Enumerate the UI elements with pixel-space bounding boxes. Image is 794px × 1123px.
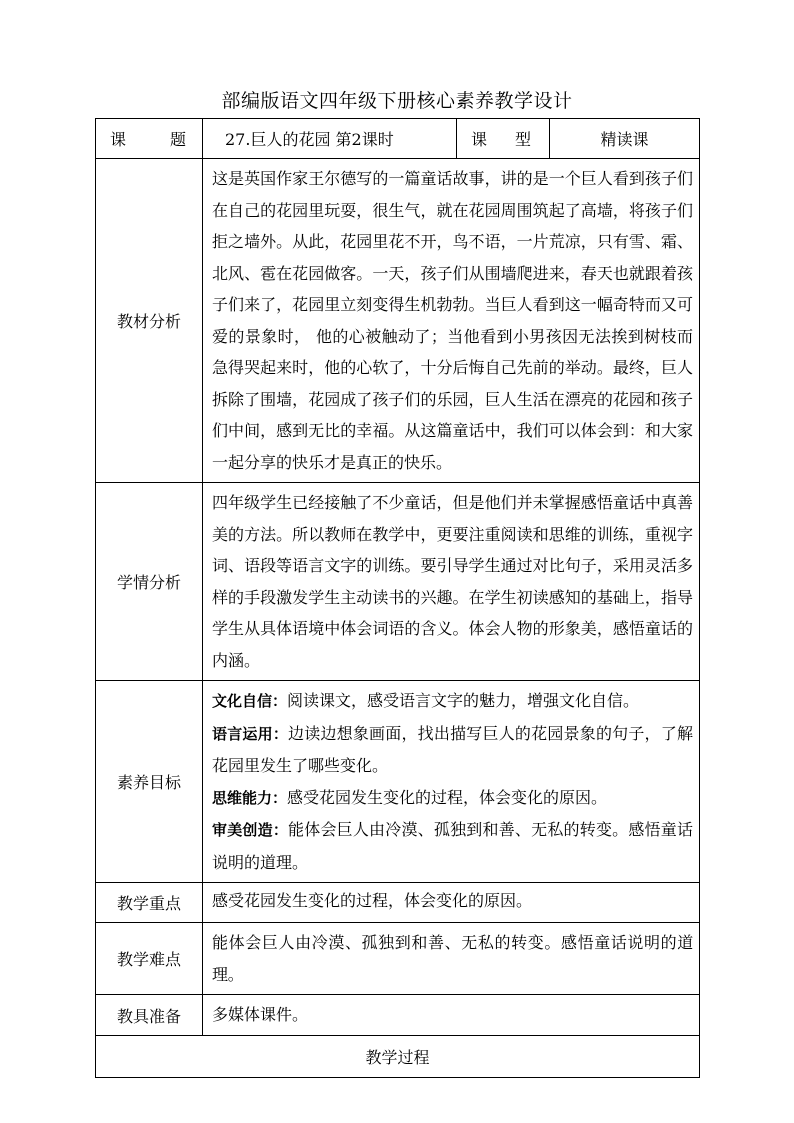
difficulties-label: 教学难点 bbox=[96, 923, 203, 995]
materials-row bbox=[96, 995, 700, 1036]
goal-text: 阅读课文，感受语言文字的魅力，增强文化自信。 bbox=[287, 691, 640, 710]
goal-item bbox=[212, 814, 693, 878]
type-value: 精读课 bbox=[550, 119, 700, 159]
student-analysis-label: 学情分析 bbox=[96, 483, 203, 681]
literacy-goals-cell bbox=[203, 681, 700, 883]
goal-item bbox=[212, 782, 693, 815]
document-title: 部编版语文四年级下册核心素养教学设计 bbox=[221, 90, 573, 112]
topic-label-cell bbox=[96, 119, 203, 159]
type-label-cell bbox=[457, 119, 550, 159]
materials-text: 多媒体课件。 bbox=[203, 995, 700, 1036]
material-analysis-row bbox=[96, 159, 700, 483]
materials-label: 教具准备 bbox=[96, 995, 203, 1036]
key-points-row bbox=[96, 883, 700, 923]
difficulties-row bbox=[96, 923, 700, 995]
goal-text: 能体会巨人由冷漠、孤独到和善、无私的转变。感悟童话说明的道理。 bbox=[212, 820, 693, 872]
goal-term: 语言运用： bbox=[212, 724, 289, 743]
material-analysis-text: 这是英国作家王尔德写的一篇童话故事，讲的是一个巨人看到孩子们在自己的花园里玩耍，很生气，就在花园周围筑起了高墙，将孩子们拒之墙外。从此，花园里花不开，鸟不语，一片荒凉，只有雪、霜、北风、雹在花园做客。一天，孩子们从围墙爬进来，春天也就跟着孩子们来了，花园里立刻变得生机勃勃。当巨人看到这一幅奇特而又可爱的景象时， 他的心被触动了；当他看到小男孩因无法挨到树枝而急得哭起来时，他的心软了，十分后悔自己先前的举动。最终，巨人拆除了围墙，花园成了孩子们的乐园，巨人生活在漂亮的花园和孩子们中间，感到无比的幸福。从这篇童话中，我们可以体会到：和大家一起分享的快乐才是真正的快乐。 bbox=[203, 159, 700, 483]
topic-label-char-1: 课 bbox=[110, 130, 127, 149]
goal-text: 边读边想象画面，找出描写巨人的花园景象的句子，了解花园里发生了哪些变化。 bbox=[212, 723, 693, 775]
goal-item bbox=[212, 718, 693, 782]
type-label-char-1: 课 bbox=[471, 130, 488, 149]
lesson-plan-table bbox=[95, 118, 700, 1078]
difficulties-text: 能体会巨人由冷漠、孤独到和善、无私的转变。感悟童话说明的道理。 bbox=[203, 923, 700, 995]
key-points-text: 感受花园发生变化的过程，体会变化的原因。 bbox=[203, 883, 700, 923]
student-analysis-row bbox=[96, 483, 700, 681]
goal-text: 感受花园发生变化的过程，体会变化的原因。 bbox=[287, 787, 608, 807]
key-points-label: 教学重点 bbox=[96, 883, 203, 923]
student-analysis-text: 四年级学生已经接触了不少童话，但是他们并未掌握感悟童话中真善美的方法。所以教师在教学中，更要注重阅读和思维的训练，重视字词、语段等语言文字的训练。要引导学生通过对比句子，采用灵活多样的手段激发学生主动读书的兴趣。在学生初读感知的基础上，指导学生从具体语境中体会词语的含义。体会人物的形象美，感悟童话的内涵。 bbox=[203, 483, 700, 681]
goal-item bbox=[212, 685, 693, 718]
type-label-char-2: 型 bbox=[514, 130, 531, 149]
material-analysis-label: 教材分析 bbox=[96, 159, 203, 483]
goal-term: 思维能力： bbox=[212, 788, 288, 807]
goal-term: 审美创造： bbox=[212, 821, 289, 839]
process-heading: 教学过程 bbox=[96, 1036, 700, 1078]
process-heading-row bbox=[96, 1036, 700, 1078]
header-row bbox=[96, 119, 700, 159]
literacy-goals-label: 素养目标 bbox=[96, 681, 203, 883]
goal-term: 文化自信： bbox=[212, 692, 288, 710]
topic-value: 27.巨人的花园 第2课时 bbox=[203, 119, 457, 159]
literacy-goals-row bbox=[96, 681, 700, 883]
topic-label-char-2: 题 bbox=[169, 130, 186, 149]
